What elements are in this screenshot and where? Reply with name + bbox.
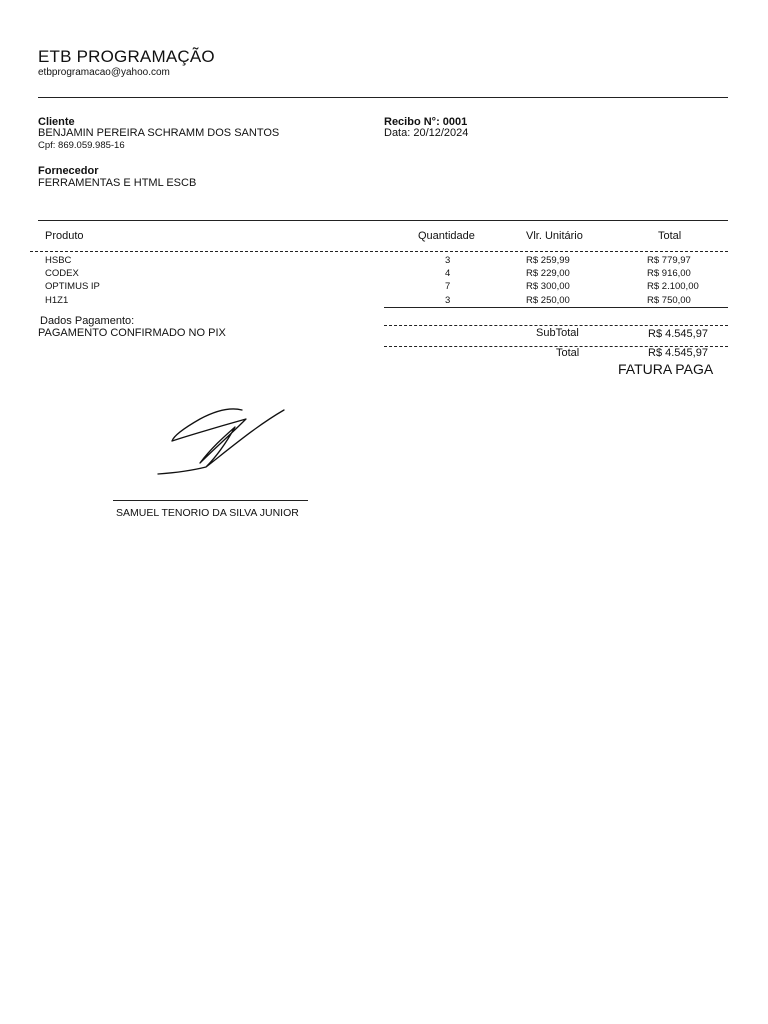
table-top-rule: [38, 220, 728, 221]
company-name: ETB PROGRAMAÇÃO: [38, 47, 215, 66]
header-divider: [38, 97, 728, 98]
column-header-product: Produto: [45, 230, 84, 242]
cell-quantity: 3: [445, 295, 451, 306]
cell-product: H1Z1: [45, 295, 69, 306]
cell-product: OPTIMUS IP: [45, 281, 100, 292]
cell-unit-price: R$ 300,00: [526, 281, 570, 292]
table-bottom-rule: [384, 307, 728, 308]
payment-value: PAGAMENTO CONFIRMADO NO PIX: [38, 327, 226, 339]
cell-total: R$ 916,00: [647, 268, 691, 279]
cell-quantity: 7: [445, 281, 451, 292]
signer-name: SAMUEL TENORIO DA SILVA JUNIOR: [116, 507, 299, 519]
column-header-quantity: Quantidade: [418, 230, 475, 242]
cell-quantity: 3: [445, 255, 451, 266]
signature-line: [113, 500, 308, 501]
invoice-status: FATURA PAGA: [618, 361, 714, 377]
table-header-divider: [30, 251, 728, 252]
subtotal-divider: [384, 325, 728, 326]
cell-quantity: 4: [445, 268, 451, 279]
table-row: [0, 255, 768, 268]
company-email: etbprogramacao@yahoo.com: [38, 67, 170, 78]
client-label: Cliente: [38, 116, 75, 128]
supplier-name: FERRAMENTAS E HTML ESCB: [38, 177, 197, 189]
cell-total: R$ 2.100,00: [647, 281, 699, 292]
column-header-unit-price: Vlr. Unitário: [526, 230, 583, 242]
table-row: [0, 268, 768, 281]
subtotal-label: SubTotal: [536, 327, 579, 339]
total-label: Total: [556, 347, 580, 359]
cell-product: CODEX: [45, 268, 79, 279]
cell-unit-price: R$ 229,00: [526, 268, 570, 279]
payment-label: Dados Pagamento:: [40, 315, 135, 327]
cell-unit-price: R$ 250,00: [526, 295, 570, 306]
cell-total: R$ 779,97: [647, 255, 691, 266]
cell-total: R$ 750,00: [647, 295, 691, 306]
receipt-number: Recibo N°: 0001: [384, 116, 468, 128]
client-cpf: Cpf: 869.059.985-16: [38, 140, 125, 151]
subtotal-value: R$ 4.545,97: [648, 328, 708, 340]
cell-product: HSBC: [45, 255, 72, 266]
column-header-total: Total: [658, 230, 682, 242]
supplier-label: Fornecedor: [38, 165, 99, 177]
table-row: [0, 281, 768, 294]
receipt-date: Data: 20/12/2024: [384, 127, 469, 139]
total-value: R$ 4.545,97: [648, 347, 708, 359]
cell-unit-price: R$ 259,99: [526, 255, 570, 266]
client-name: BENJAMIN PEREIRA SCHRAMM DOS SANTOS: [38, 127, 280, 139]
handwritten-signature: [150, 405, 290, 480]
